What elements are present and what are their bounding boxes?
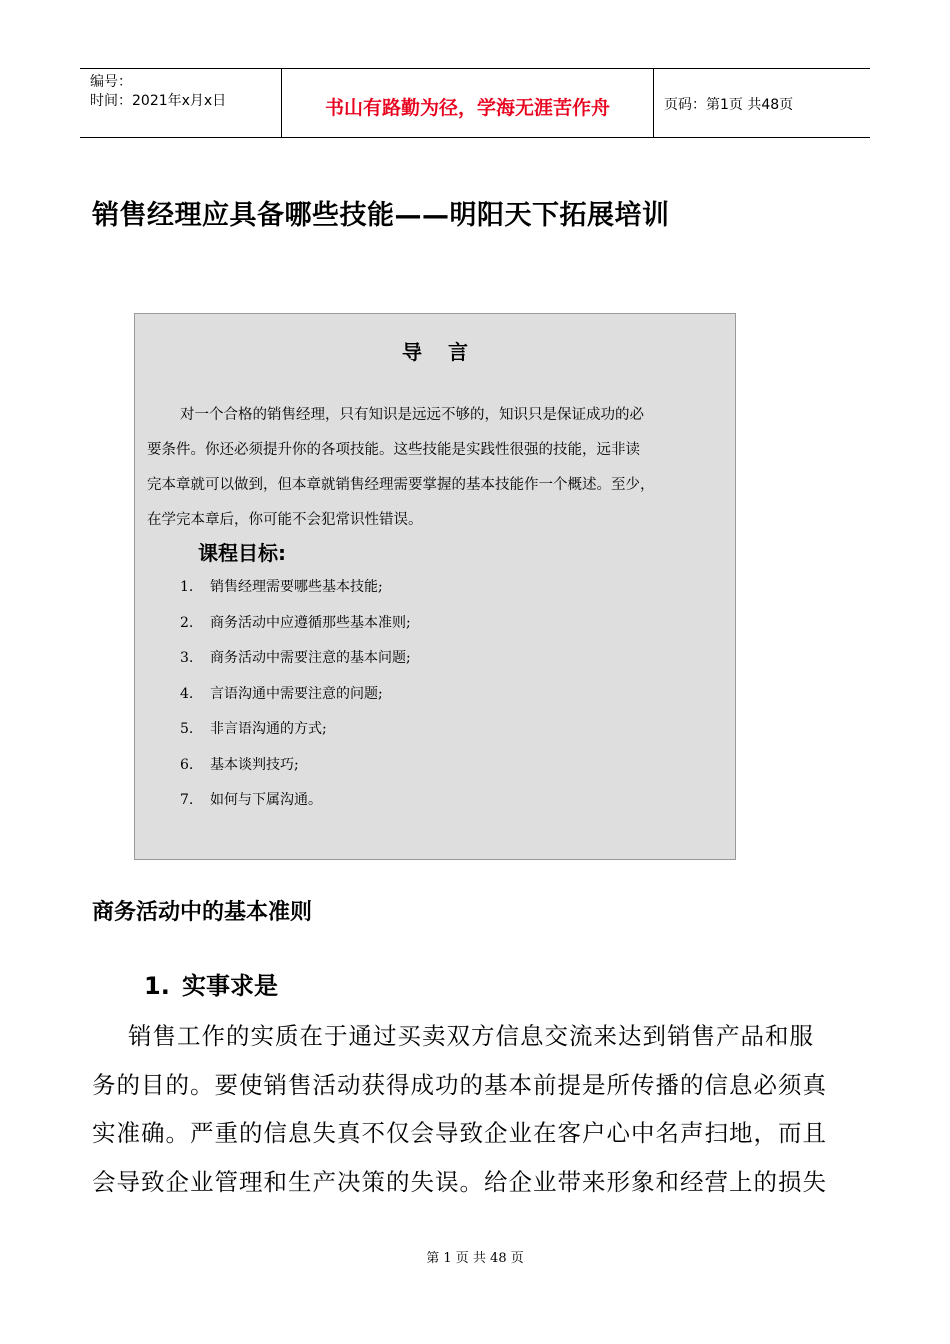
item-number: 5. [180, 721, 194, 737]
body-line: 销售工作的实质在于通过买卖双方信息交流来达到销售产品和服 [128, 1022, 814, 1050]
item-text: 商务活动中需要注意的基本问题; [210, 650, 411, 666]
subsection-title [144, 966, 278, 1001]
list-item [180, 647, 411, 683]
list-item [180, 754, 411, 790]
date-label: 时间：2021年x月x日 [90, 93, 227, 109]
subsection-number: 1. [144, 972, 170, 1000]
list-item [180, 789, 411, 825]
page-info: 页码：第1页 共48页 [664, 97, 794, 113]
intro-line: 完本章就可以做到，但本章就销售经理需要掌握的基本技能作一个概述。至少， [147, 477, 655, 493]
intro-heading: 导言 [402, 340, 494, 364]
intro-line: 要条件。你还必须提升你的各项技能。这些技能是实践性很强的技能，远非读 [147, 442, 640, 458]
item-number: 1. [180, 579, 194, 595]
item-text: 言语沟通中需要注意的问题; [210, 685, 383, 702]
item-text: 商务活动中应遵循那些基本准则; [210, 614, 411, 631]
body-paragraph [92, 1012, 862, 1206]
number-label: 编号： [90, 74, 132, 90]
header-meta-cell [80, 69, 282, 137]
intro-line: 在学完本章后，你可能不会犯常识性错误。 [147, 512, 423, 528]
header-table [80, 68, 870, 138]
item-number: 3. [180, 650, 194, 666]
item-text: 如何与下属沟通。 [210, 792, 322, 808]
list-item [180, 612, 411, 648]
section-title: 商务活动中的基本准则 [92, 900, 313, 925]
list-item [180, 718, 411, 754]
item-number: 2. [180, 614, 194, 631]
body-line: 实准确。严重的信息失真不仅会导致企业在客户心中名声扫地，而且 [92, 1119, 827, 1147]
intro-box [134, 313, 736, 860]
subsection-label: 实事求是 [182, 972, 278, 1000]
page-footer: 第 1 页 共 48 页 [426, 1251, 524, 1266]
item-text: 销售经理需要哪些基本技能; [210, 579, 383, 595]
list-item [180, 576, 411, 612]
motto: 书山有路勤为径，学海无涯苦作舟 [282, 69, 654, 137]
list-item [180, 683, 411, 719]
objectives-list [180, 576, 411, 825]
item-text: 非言语沟通的方式; [210, 721, 327, 737]
intro-paragraph [147, 398, 732, 538]
item-number: 4. [180, 685, 194, 702]
body-line: 会导致企业管理和生产决策的失误。给企业带来形象和经营上的损失 [92, 1167, 827, 1196]
item-number: 7. [180, 792, 194, 808]
item-number: 6. [180, 756, 194, 773]
intro-line: 对一个合格的销售经理，只有知识是远远不够的，知识只是保证成功的必 [180, 407, 644, 423]
body-line: 务的目的。要使销售活动获得成功的基本前提是所传播的信息必须真 [92, 1070, 827, 1099]
document-title: 销售经理应具备哪些技能——明阳天下拓展培训 [92, 200, 670, 231]
item-text: 基本谈判技巧; [210, 756, 299, 773]
objectives-title: 课程目标: [198, 541, 286, 565]
